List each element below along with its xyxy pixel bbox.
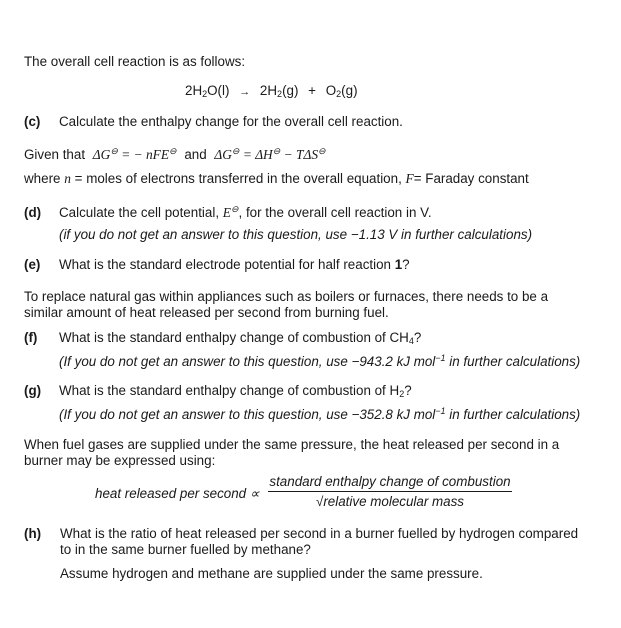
f-definition: = Faraday constant: [413, 171, 529, 186]
note-text: (If you do not get an answer to this question, use −352.8 kJ mol: [59, 407, 436, 422]
and-text: and: [184, 147, 207, 162]
note-text: in further calculations): [445, 354, 581, 369]
product-state: (g): [282, 83, 299, 98]
question-text-part: , for the overall cell reaction in V.: [238, 205, 432, 220]
formula-lhs: heat released per second ∝: [95, 486, 260, 501]
product-2: [326, 83, 358, 98]
reaction-arrow: →: [239, 86, 251, 98]
paragraph-line: To replace natural gas within appliances such as boilers or furnaces, there needs to be a: [24, 289, 549, 304]
question-text-line: Assume hydrogen and methane are supplied under the same pressure.: [60, 566, 483, 581]
question-label: (h): [24, 526, 42, 541]
paragraph-line: burner may be expressed using:: [24, 453, 216, 468]
formula-numerator: standard enthalpy change of combustion: [268, 474, 512, 492]
reactant-formula: 2H: [185, 83, 203, 98]
paragraph-line: similar amount of heat released per second from burning fuel.: [24, 305, 389, 320]
question-text-part: What is the standard electrode potential for half reaction: [59, 257, 391, 272]
question-label: (c): [24, 114, 41, 129]
e-letter: E: [222, 205, 231, 220]
superscript: −1: [435, 406, 446, 416]
subscript: 2: [399, 389, 405, 399]
cell-reaction-equation: [185, 83, 358, 98]
question-d-note: (if you do not get an answer to this question, use −1.13 V in further calculations): [59, 227, 533, 242]
question-label: (g): [24, 383, 42, 398]
question-text: [59, 205, 432, 221]
n-symbol: n: [64, 171, 71, 186]
subscript: 2: [277, 89, 283, 99]
product-formula: 2H: [259, 83, 278, 98]
formula-fraction: [268, 474, 512, 509]
subscript: 2: [202, 89, 208, 99]
paragraph-line: When fuel gases are supplied under the same pressure, the heat released per second in a: [24, 437, 560, 452]
paragraph-fuel-gases: [24, 437, 559, 469]
question-mark: ?: [402, 257, 410, 272]
question-text: Calculate the enthalpy change for the overall cell reaction.: [59, 114, 403, 129]
gibbs-equation-1: ΔG⊖ = − nFE⊖: [92, 146, 177, 162]
question-text-part: What is the standard enthalpy change of combustion of CH: [59, 330, 409, 345]
question-mark: ?: [404, 383, 412, 398]
question-g: [24, 383, 412, 399]
question-text: [59, 257, 410, 272]
question-text-line: What is the ratio of heat released per second in a burner fuelled by hydrogen compared: [60, 526, 579, 541]
question-label: (e): [24, 257, 41, 272]
superscript: −1: [435, 353, 446, 363]
note-text: (If you do not get an answer to this question, use −943.2 kJ mol: [59, 354, 436, 369]
question-f-note: [59, 354, 580, 369]
standard-state-symbol: ⊖: [230, 204, 239, 214]
gibbs-equation-2: ΔG⊖ = ΔH⊖ − TΔS⊖: [214, 146, 326, 162]
formula-denominator: √relative molecular mass: [316, 494, 464, 509]
plus-sign: +: [308, 83, 316, 98]
question-g-note: [59, 407, 580, 422]
question-label: (f): [24, 330, 38, 345]
reactant: [185, 83, 229, 98]
question-d: [24, 204, 432, 220]
question-e: [24, 257, 410, 272]
question-f: [24, 330, 422, 346]
question-text-line: to in the same burner fuelled by methane?: [60, 542, 311, 557]
question-label: (d): [24, 205, 42, 220]
subscript: 4: [408, 336, 414, 346]
product-1: [260, 83, 299, 98]
where-definitions: [24, 171, 529, 187]
given-equations: [24, 147, 326, 163]
question-text-part: What is the standard enthalpy change of combustion of H: [59, 383, 400, 398]
e-symbol: [223, 205, 239, 220]
question-c: [24, 114, 403, 129]
half-reaction-number: 1: [394, 257, 403, 272]
f-symbol: F: [405, 171, 414, 186]
product-formula: O: [325, 83, 337, 98]
where-prefix: where: [24, 171, 61, 186]
question-text: [59, 383, 412, 398]
n-definition: = moles of electrons transferred in the overall equation,: [74, 171, 402, 186]
product-state: (g): [341, 83, 358, 98]
question-text-part: Calculate the cell potential,: [59, 205, 220, 220]
given-prefix: Given that: [24, 147, 86, 162]
intro-text: The overall cell reaction is as follows:: [24, 54, 246, 69]
note-text: in further calculations): [445, 407, 581, 422]
reactant-state: O(l): [207, 83, 230, 98]
subscript: 2: [336, 89, 342, 99]
paragraph-natural-gas: [24, 289, 548, 321]
question-mark: ?: [413, 330, 422, 345]
question-text: [59, 330, 421, 345]
